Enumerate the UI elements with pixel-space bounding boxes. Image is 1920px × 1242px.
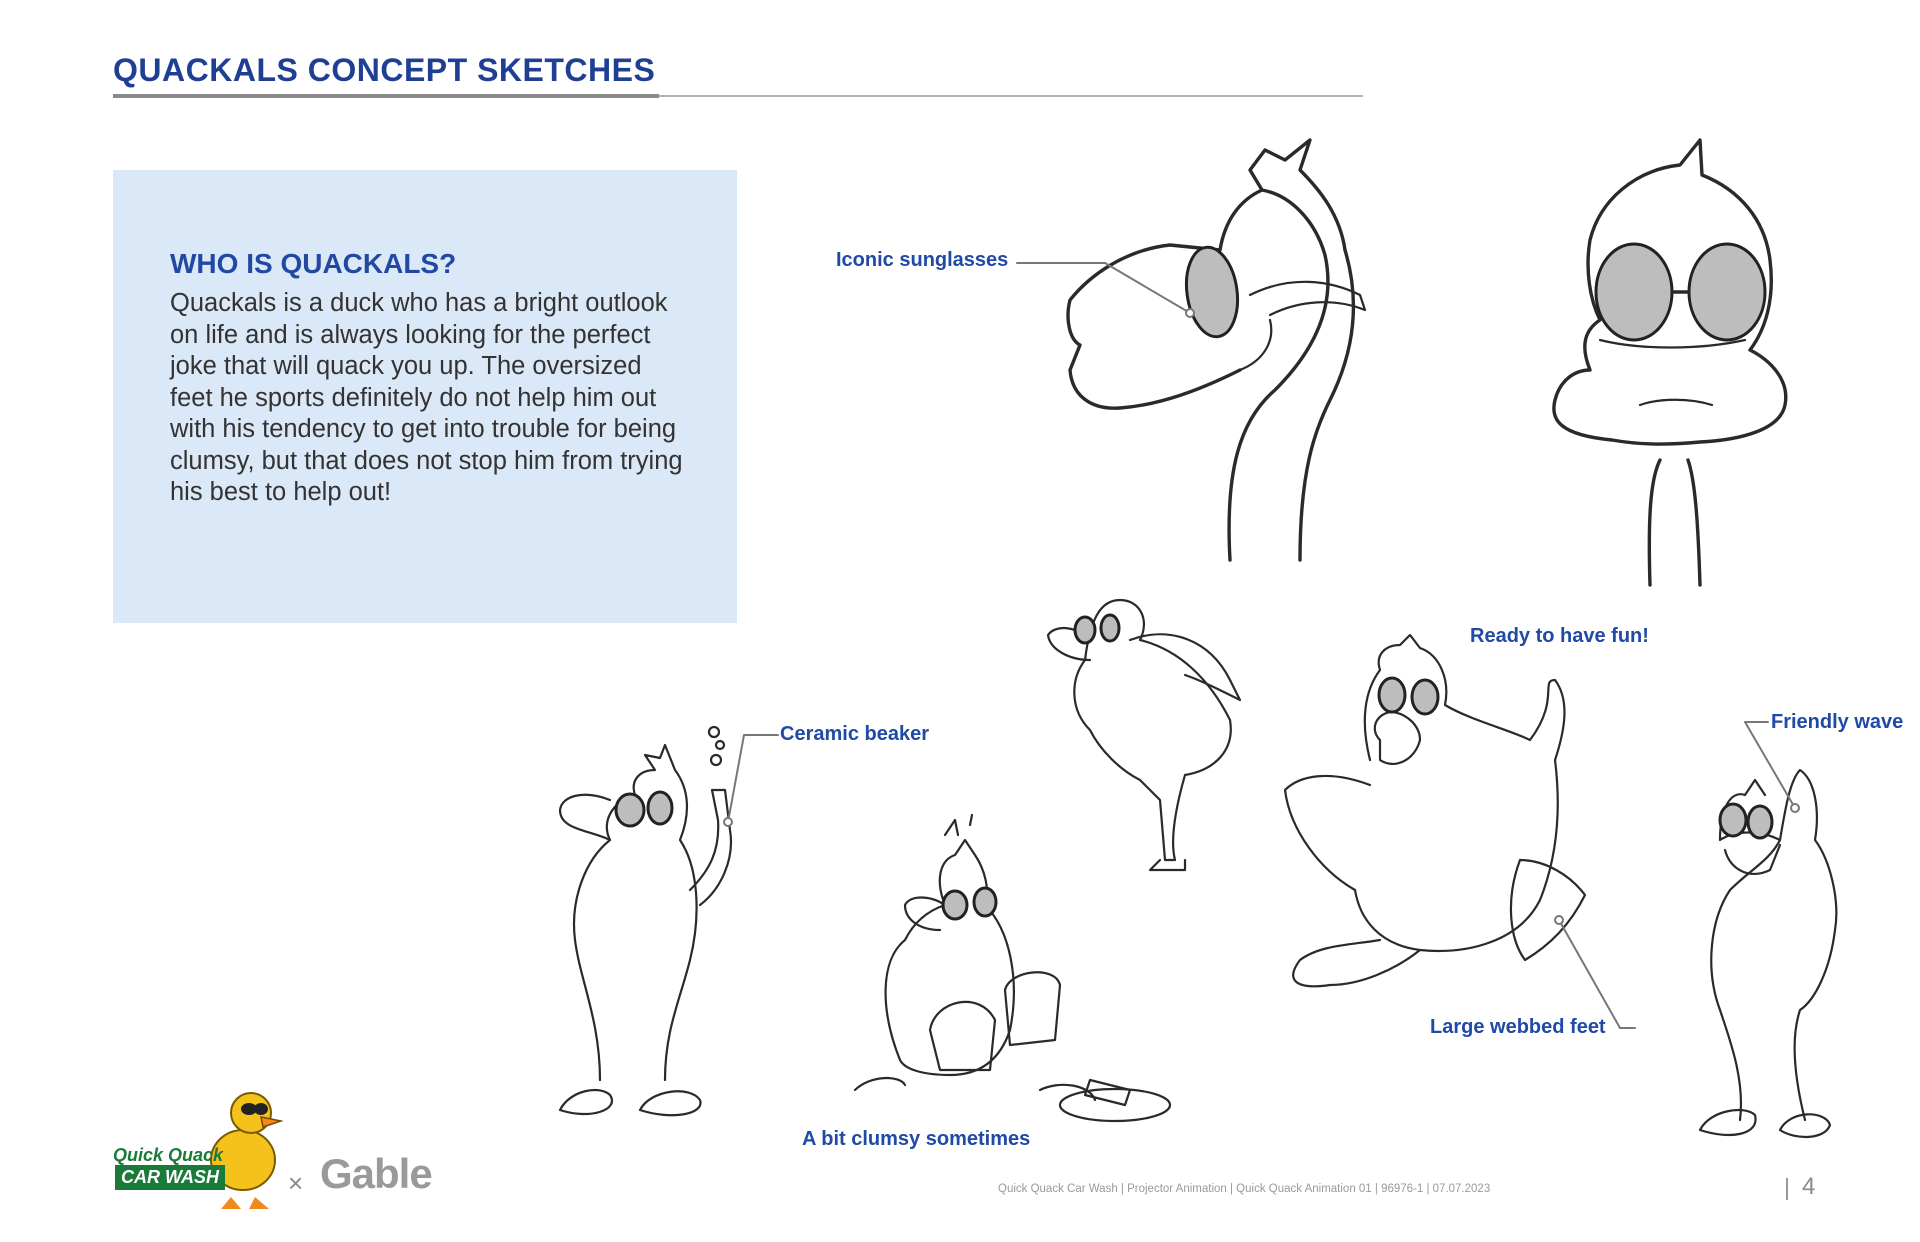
label-clumsy: A bit clumsy sometimes [802,1128,1031,1150]
gable-logo: Gable [320,1150,432,1197]
logo-car-wash-text: CAR WASH [115,1165,225,1190]
info-box [113,170,737,623]
label-large-webbed-feet: Large webbed feet [1430,1016,1606,1038]
duck-running-sketch [1048,600,1240,870]
logo-quick-quack-text: Quick Quack [113,1145,224,1165]
page-number: 4 [1802,1173,1816,1200]
label-ceramic-beaker: Ceramic beaker [780,723,929,745]
duck-clumsy-sketch [855,815,1170,1121]
duck-beaker-sketch [560,727,778,1115]
footer-meta: Quick Quack Car Wash | Projector Animation | Quick Quack Animation 01 | 96976-1 | 07.07.2023 [998,1183,1491,1195]
duck-wave-sketch [1700,722,1836,1137]
page-number-divider [1786,1178,1788,1200]
info-heading: WHO IS QUACKALS? [170,248,457,279]
quick-quack-logo [113,1085,283,1210]
duck-head-front-sketch [1554,140,1786,585]
page-title: QUACKALS CONCEPT SKETCHES [113,52,656,88]
duck-head-side-sketch [1017,140,1365,560]
label-friendly-wave: Friendly wave [1771,711,1904,733]
label-iconic-sunglasses: Iconic sunglasses [836,249,1009,271]
title-underline-accent [113,94,659,98]
partner-separator: × [288,1168,304,1198]
info-body: Quackals is a duck who has a bright outlook on life and is always looking for the perfect joke that will quack you up. The oversized feet he sports definitely do not help him out with his tendency to get into trouble for being clumsy, but that does not stop him from trying his best to help out! [170,289,683,506]
label-ready-to-have-fun: Ready to have fun! [1470,625,1649,647]
duck-fun-sketch [1285,635,1635,1028]
